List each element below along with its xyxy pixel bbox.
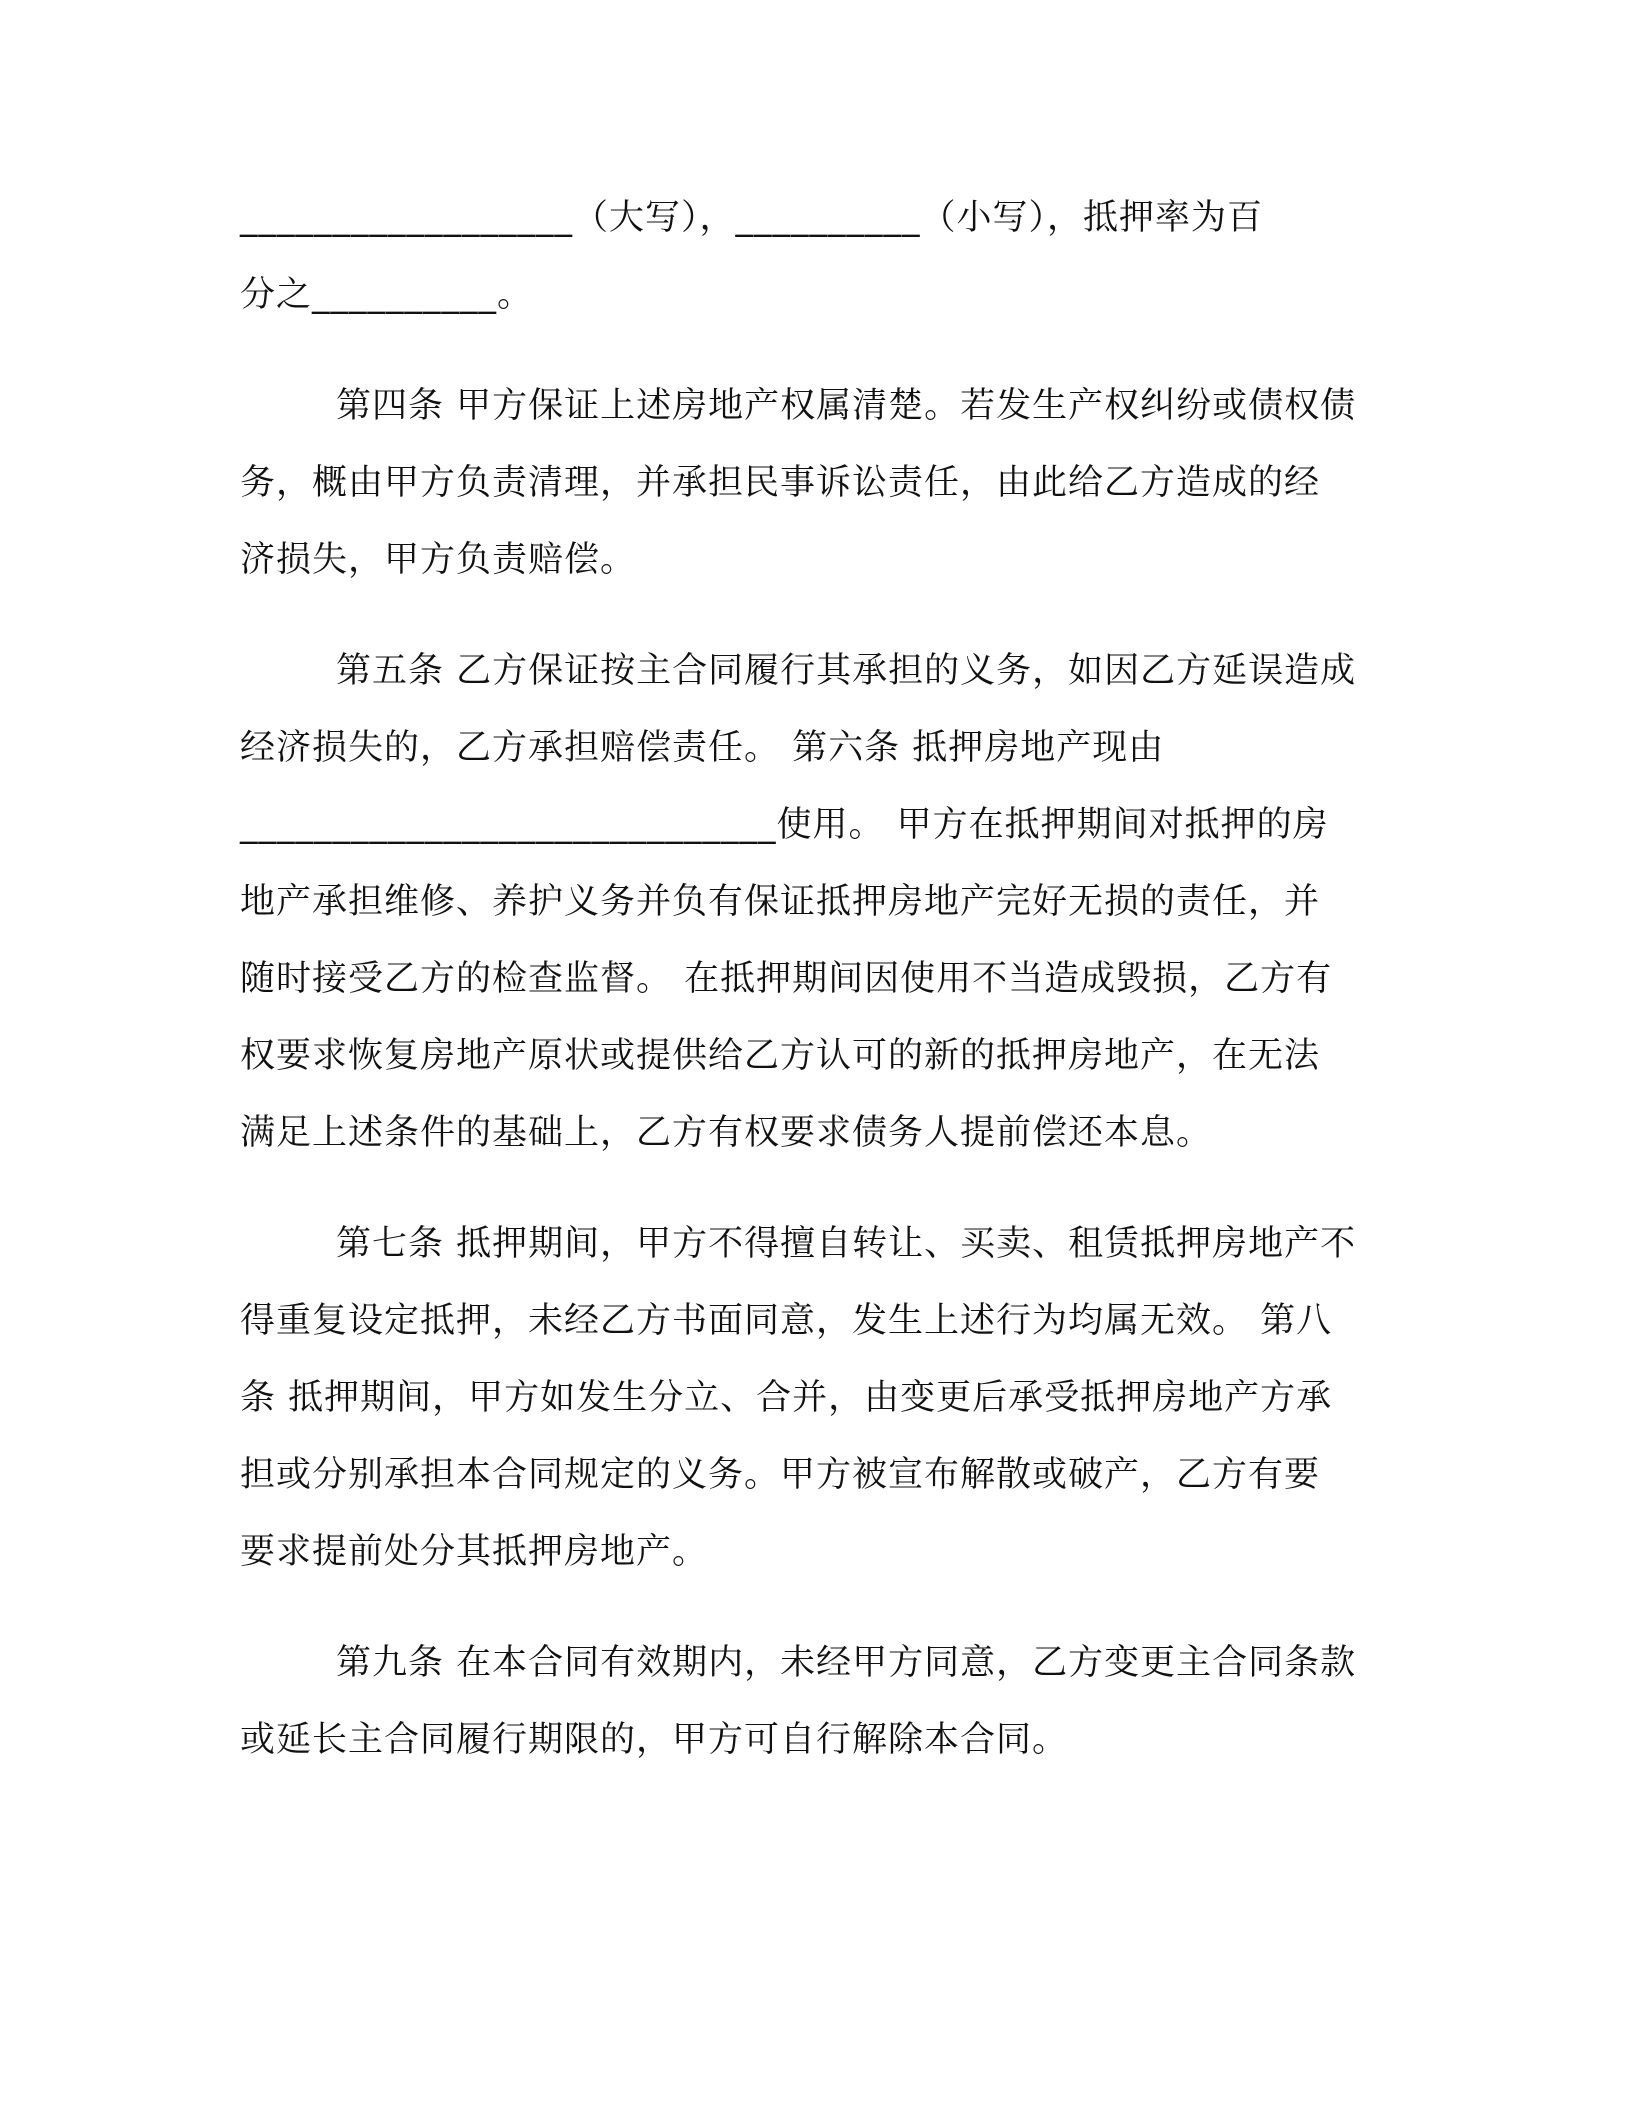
text-line: 经济损失的，乙方承担赔偿责任。 第六条 抵押房地产现由 <box>240 728 1165 768</box>
text-line: 要求提前处分其抵押房地产。 <box>240 1532 709 1572</box>
text-line: 济损失，甲方负责赔偿。 <box>240 540 637 580</box>
text-line: 随时接受乙方的检查监督。 在抵押期间因使用不当造成毁损，乙方有 <box>240 959 1333 999</box>
text-line: _____________________________使用。 甲方在抵押期间对抵押的房 <box>240 805 1329 845</box>
text-line: 得重复设定抵押，未经乙方书面同意，发生上述行为均属无效。 第八 <box>240 1301 1333 1341</box>
text-line: 或延长主合同履行期限的，甲方可自行解除本合同。 <box>240 1720 1069 1760</box>
paragraph-article-4 <box>240 368 1390 599</box>
text-line: 第四条 甲方保证上述房地产权属清楚。若发生产权纠纷或债权债 <box>336 386 1357 426</box>
paragraph-article-9 <box>240 1625 1390 1779</box>
text-line: 地产承担维修、养护义务并负有保证抵押房地产完好无损的责任，并 <box>240 882 1321 922</box>
text-line: 权要求恢复房地产原状或提供给乙方认可的新的抵押房地产，在无法 <box>240 1036 1321 1076</box>
paragraph-article-7-8 <box>240 1206 1390 1591</box>
paragraph-article-5-6 <box>240 633 1390 1172</box>
text-line: 满足上述条件的基础上，乙方有权要求债务人提前偿还本息。 <box>240 1113 1213 1153</box>
text-line: 第五条 乙方保证按主合同履行其承担的义务，如因乙方延误造成 <box>336 651 1357 691</box>
text-line: 分之__________。 <box>240 275 534 315</box>
paragraph-mortgage-rate <box>240 180 1390 334</box>
text-line: __________________（大写），__________（小写），抵押率为百 <box>240 198 1264 238</box>
text-line: 条 抵押期间，甲方如发生分立、合并，由变更后承受抵押房地产方承 <box>240 1378 1333 1418</box>
text-line: 第九条 在本合同有效期内，未经甲方同意，乙方变更主合同条款 <box>336 1643 1357 1683</box>
document-body <box>240 180 1390 1779</box>
text-line: 务，概由甲方负责清理，并承担民事诉讼责任，由此给乙方造成的经 <box>240 463 1321 503</box>
text-line: 担或分别承担本合同规定的义务。甲方被宣布解散或破产，乙方有要 <box>240 1455 1321 1495</box>
text-line: 第七条 抵押期间，甲方不得擅自转让、买卖、租赁抵押房地产不 <box>336 1224 1357 1264</box>
